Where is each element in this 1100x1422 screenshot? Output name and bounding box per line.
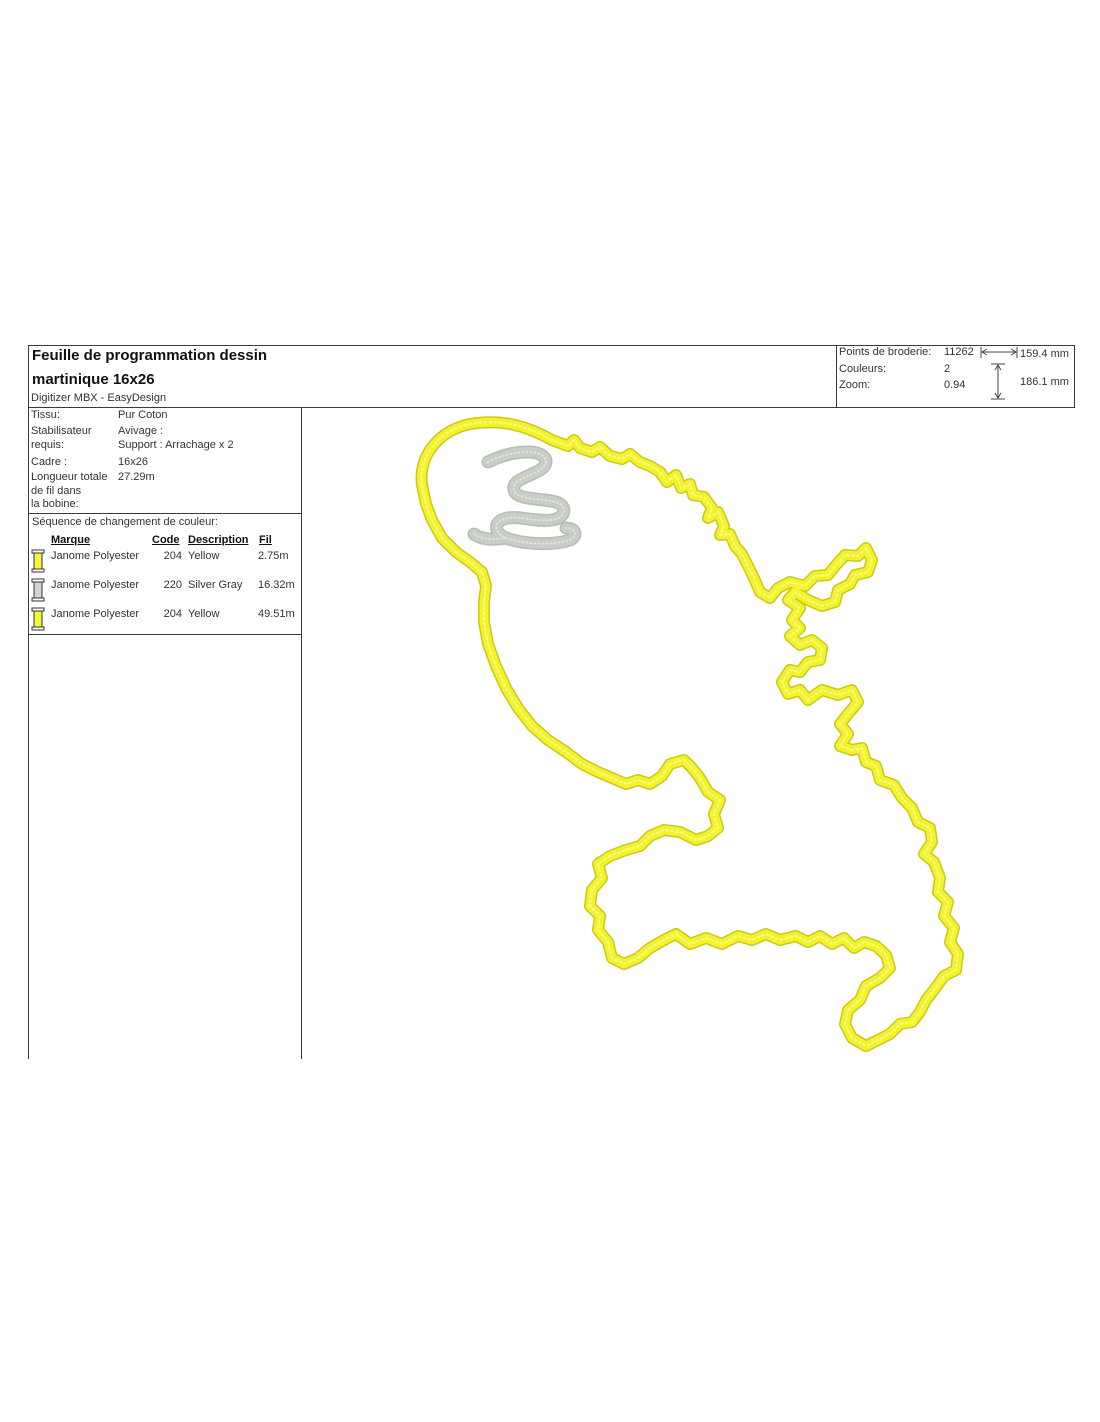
fabric-value: Pur Coton bbox=[118, 409, 168, 421]
stabilizer-label-1: Stabilisateur bbox=[31, 425, 92, 437]
stats-divider bbox=[836, 345, 837, 408]
spool-color-swatch bbox=[34, 611, 42, 627]
sequence-bottom-border bbox=[28, 634, 302, 635]
stitch-count-label: Points de broderie: bbox=[839, 346, 932, 358]
spool-color-swatch bbox=[34, 553, 42, 569]
stabilizer-value-1: Avivage : bbox=[118, 425, 164, 437]
left-border bbox=[28, 345, 29, 1059]
thread-spool-icon bbox=[31, 549, 45, 573]
sheet-title-line-1: Feuille de programmation dessin bbox=[32, 347, 268, 364]
software-name: Digitizer MBX - EasyDesign bbox=[31, 392, 167, 404]
embroidery-design-preview bbox=[302, 408, 1074, 1059]
frame-label: Cadre : bbox=[31, 456, 68, 468]
row-code: 204 bbox=[163, 550, 182, 562]
zoom-label: Zoom: bbox=[839, 379, 871, 391]
thread-spool-icon bbox=[31, 578, 45, 602]
zoom-value: 0.94 bbox=[944, 379, 966, 391]
thread-spool-icon bbox=[31, 607, 45, 631]
row-code: 220 bbox=[163, 579, 182, 591]
thread-length-label-1: Longueur totale bbox=[31, 471, 108, 483]
design-height: 186.1 mm bbox=[1020, 376, 1069, 388]
row-brand: Janome Polyester bbox=[51, 550, 140, 562]
dimension-arrows-icon bbox=[980, 344, 1020, 404]
row-description: Silver Gray bbox=[188, 579, 243, 591]
stitch-count-value: 11262 bbox=[944, 346, 974, 358]
row-description: Yellow bbox=[188, 608, 220, 620]
header-thread: Fil bbox=[259, 534, 272, 546]
stabilizer-value-2: Support : Arrachage x 2 bbox=[118, 439, 234, 451]
sheet-title-line-2: martinique 16x26 bbox=[32, 371, 155, 388]
fabric-label: Tissu: bbox=[31, 409, 60, 421]
header-code: Code bbox=[152, 534, 180, 546]
spool-color-swatch bbox=[34, 582, 42, 598]
thread-length-label-3: la bobine: bbox=[31, 498, 79, 510]
row-code: 204 bbox=[163, 608, 182, 620]
row-thread-length: 49.51m bbox=[258, 608, 295, 620]
header-description: Description bbox=[188, 534, 249, 546]
snake-icon bbox=[474, 452, 575, 544]
thread-length-label-2: de fil dans bbox=[31, 485, 82, 497]
row-brand: Janome Polyester bbox=[51, 579, 140, 591]
thread-length-value: 27.29m bbox=[118, 471, 155, 483]
color-count-label: Couleurs: bbox=[839, 363, 887, 375]
right-border bbox=[1074, 345, 1075, 408]
row-thread-length: 16.32m bbox=[258, 579, 295, 591]
frame-value: 16x26 bbox=[118, 456, 148, 468]
design-width: 159.4 mm bbox=[1020, 348, 1069, 360]
stabilizer-label-2: requis: bbox=[31, 439, 65, 451]
row-brand: Janome Polyester bbox=[51, 608, 140, 620]
row-thread-length: 2.75m bbox=[258, 550, 289, 562]
row-description: Yellow bbox=[188, 550, 220, 562]
header-brand: Marque bbox=[51, 534, 91, 546]
color-count-value: 2 bbox=[944, 363, 951, 375]
sequence-title: Séquence de changement de couleur: bbox=[32, 516, 218, 528]
info-bottom-border bbox=[28, 513, 302, 514]
